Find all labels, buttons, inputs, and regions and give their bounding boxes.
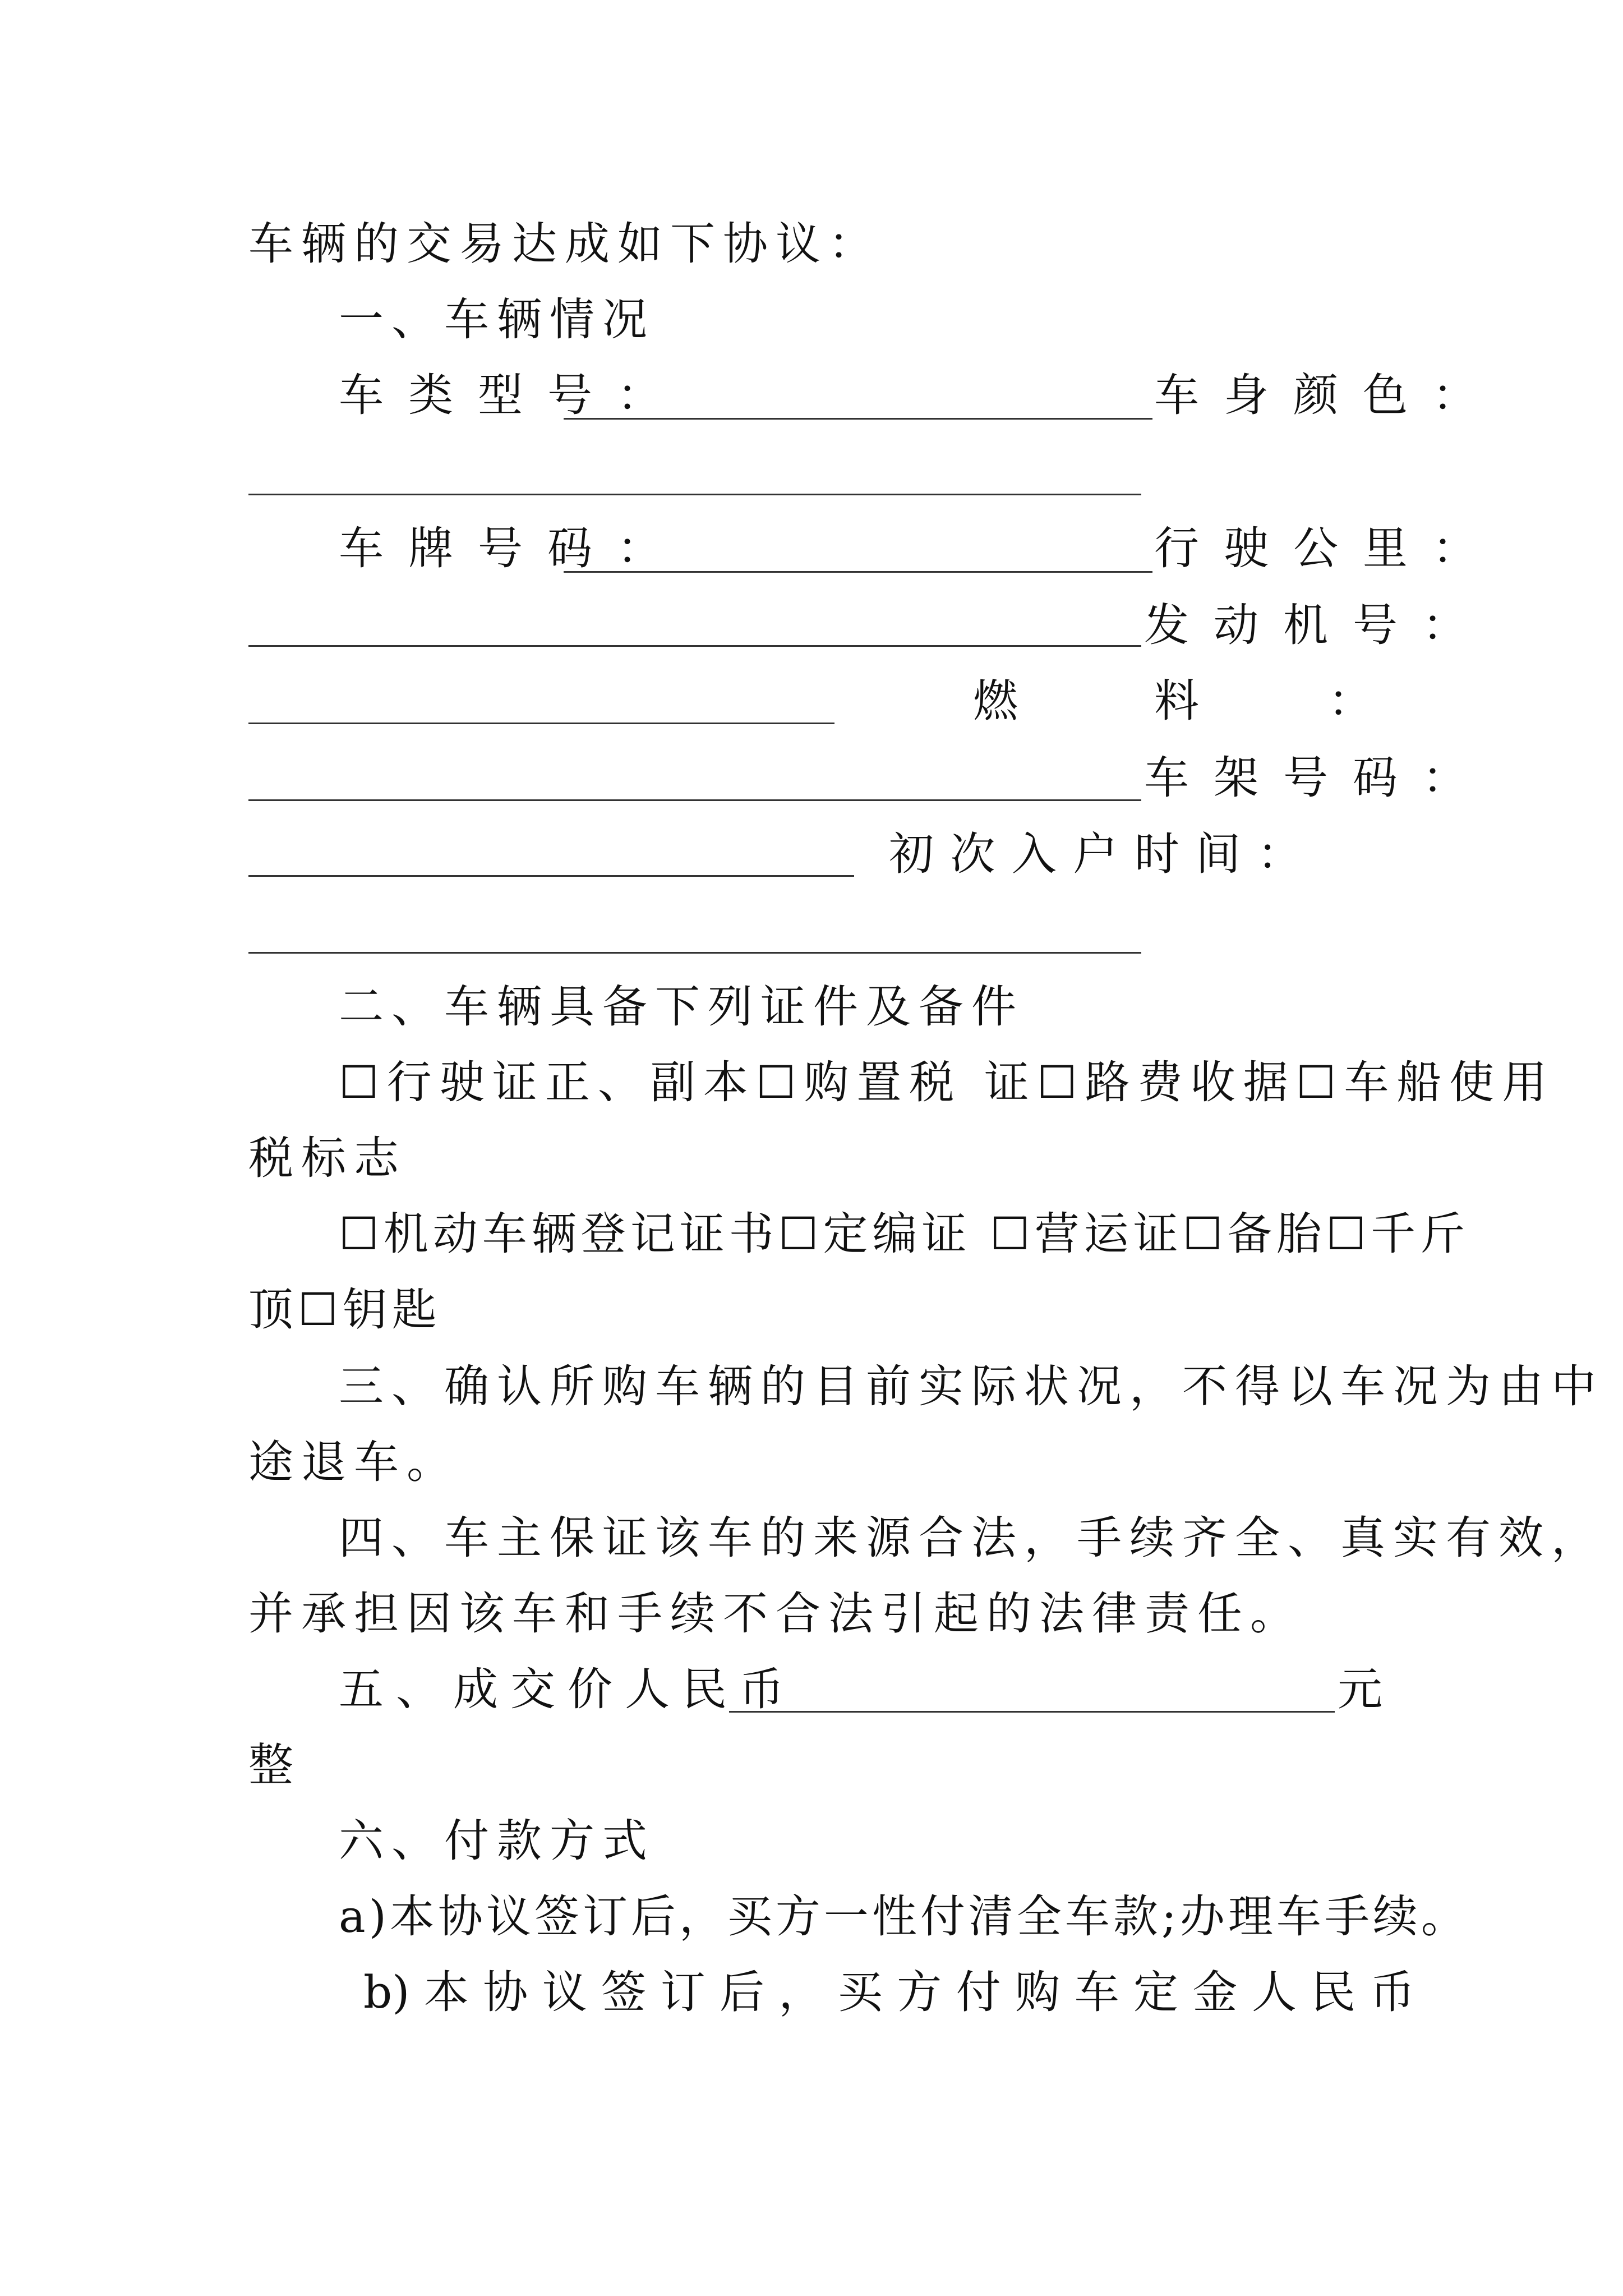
document-item: 备胎 [1227,1208,1326,1260]
model-blank[interactable] [564,418,1152,420]
engine-blank[interactable] [248,723,834,724]
price-blank[interactable] [729,1711,1335,1713]
first-registration-blank[interactable] [248,952,1141,954]
plate-blank[interactable] [564,571,1152,573]
payment-option-a: a)本协议签订后，买方一性付清全车款;办理车手续。 [339,1890,1469,1943]
document-item: 营运证 [1034,1208,1183,1260]
checkbox-icon[interactable]: ☐ [1326,1208,1371,1260]
color-label: 车身颜色： [1154,369,1502,421]
documents-line-2-cont [248,1282,441,1338]
document-item: 机动车辆登记证书 [383,1208,778,1260]
checkbox-icon[interactable]: ☐ [339,1056,387,1108]
section3-line-2: 途退车。 [248,1436,459,1488]
frame-blank[interactable] [248,875,854,877]
plate-label: 车牌号码： [339,522,686,574]
fuel-label-char-2: 料 [1154,675,1199,727]
document-item: 定编证 [823,1208,990,1260]
checkbox-icon[interactable]: ☐ [989,1208,1035,1260]
section6-heading: 六、付款方式 [339,1815,655,1867]
document-item: 路费收据 [1085,1056,1296,1108]
checkbox-icon[interactable]: ☐ [1182,1208,1228,1260]
color-blank[interactable] [248,494,1141,495]
price-unit: 元 [1338,1663,1382,1715]
model-label: 车类型号： [339,369,686,421]
price-unit-cont: 整 [248,1739,293,1791]
price-label: 五、成交价人民币 [339,1663,796,1715]
documents-line-1 [339,1055,1555,1111]
document-item: 顶 [248,1283,298,1336]
checkbox-icon[interactable]: ☐ [778,1208,823,1260]
mileage-blank[interactable] [248,645,1141,647]
checkbox-icon[interactable]: ☐ [339,1208,384,1260]
fuel-label-char-1: 燃 [973,675,1018,727]
document-item: 行驶证正、副本 [386,1056,756,1108]
section4-line-1: 四、车主保证该车的来源合法，手续齐全、真实有效， [339,1512,1604,1564]
first-registration-label: 初 次 入 户 时 间 ： [889,828,1303,880]
mileage-label: 行驶公里： [1154,522,1502,574]
section1-heading: 一、车辆情况 [339,293,655,346]
document-item: 车船使用 [1344,1056,1555,1108]
document-item: 购置税 证 [804,1056,1037,1108]
checkbox-icon[interactable]: ☐ [1036,1056,1085,1108]
checkbox-icon[interactable]: ☐ [1295,1056,1344,1108]
frame-label: 车架号码： [1144,752,1492,804]
documents-line-1-cont: 税标志 [248,1132,407,1184]
document-item: 千斤 [1371,1208,1470,1260]
engine-label: 发动机号： [1144,599,1492,651]
intro-text: 车辆的交易达成如下协议： [248,218,881,270]
section3-line-1: 三、确认所购车辆的目前实际状况，不得以车况为由中 [339,1360,1604,1412]
payment-option-b: b) 本 协 议 签 订 后 ， 买 方 付 购 车 定 金 人 民 币 [363,1966,1415,2018]
document-item: 钥匙 [342,1283,441,1336]
checkbox-icon[interactable]: ☐ [755,1056,804,1108]
fuel-label-colon: ： [1328,675,1373,727]
documents-line-2 [339,1206,1469,1262]
section4-line-2: 并承担因该车和手续不合法引起的法律责任。 [248,1588,1303,1640]
section2-heading: 二、车辆具备下列证件及备件 [339,981,1024,1033]
checkbox-icon[interactable]: ☐ [298,1283,343,1336]
fuel-blank[interactable] [248,799,1141,801]
